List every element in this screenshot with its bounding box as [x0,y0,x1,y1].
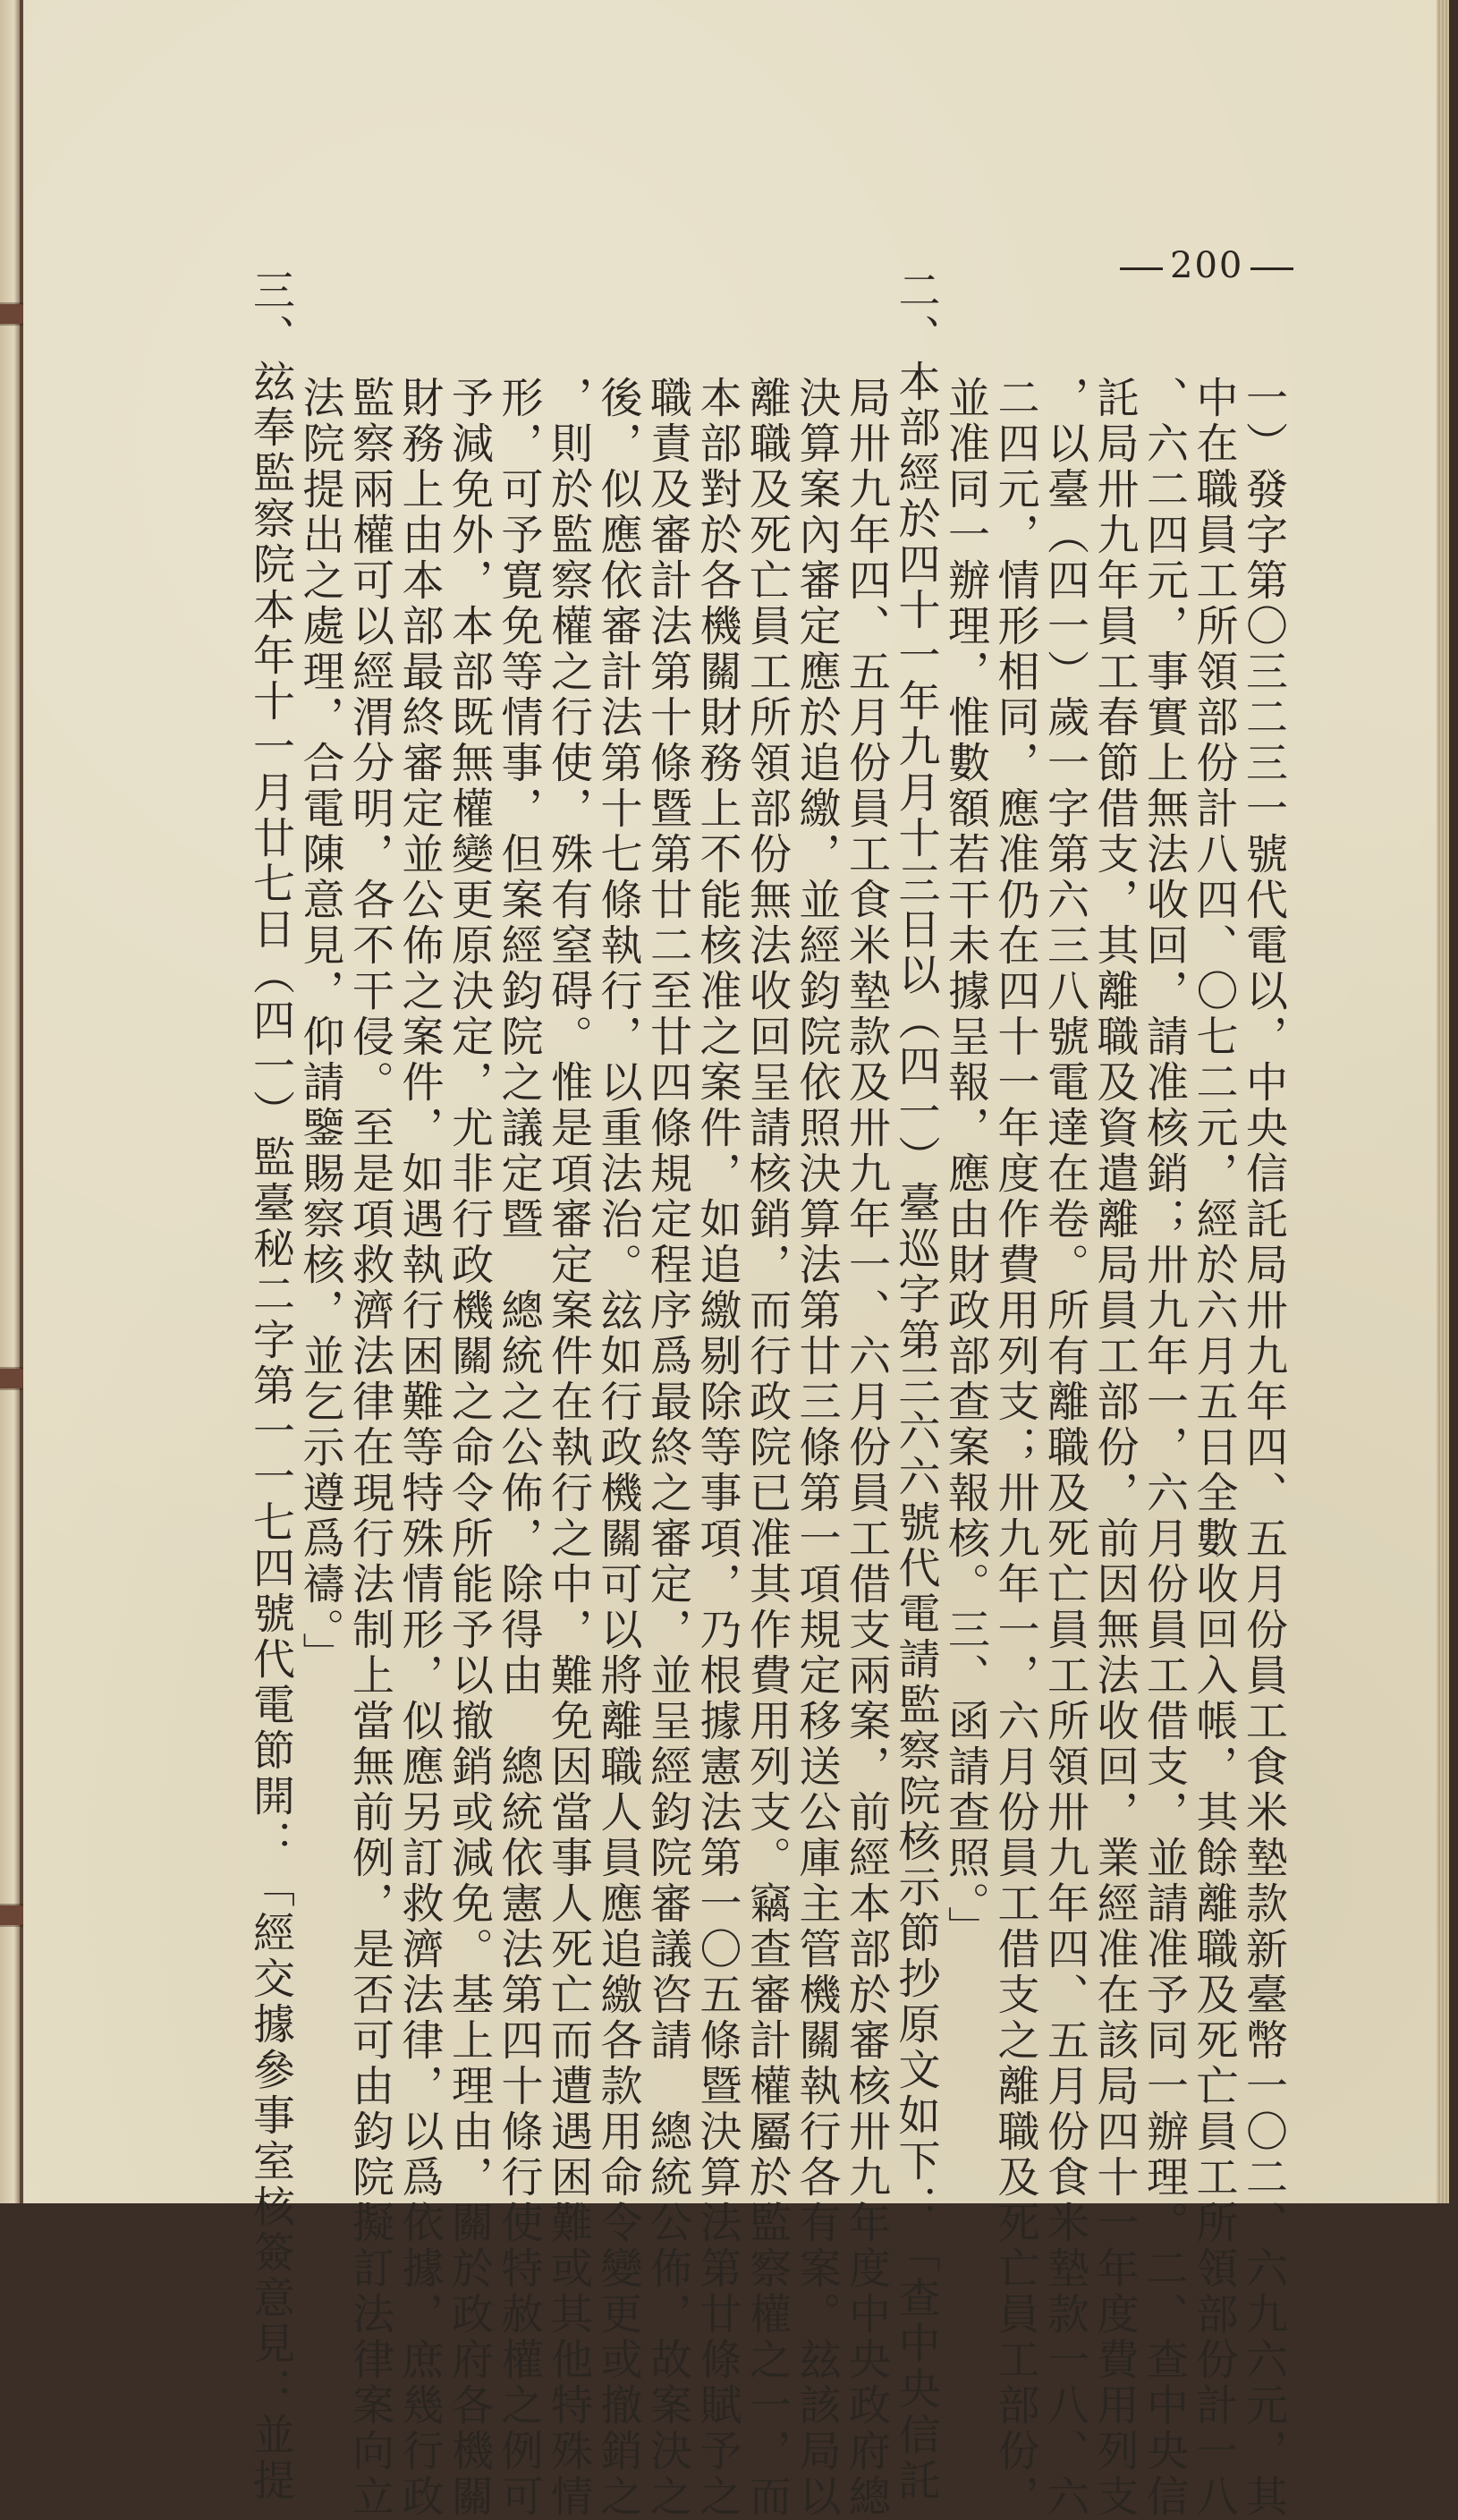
text-column: 、六二四元，事實上無法收回，請准核銷；卅九年一，六月份員工借支，並請准予同一辦理。二、查中央信 [1140,376,1189,2520]
text-column: ，以臺（四一）歲一字第六三八號電達在卷。所有離職及死亡員工所領卅九年四、五月份食米墊款一八、六 [1040,376,1089,2520]
text-column: 託局卅九年員工春節借支，其離職及資遣離局員工部份，前因無法收回，業經准在該局四十一年度費用列支 [1089,376,1140,2520]
text-column: 後，似應依審計法第十七條執行，以重法治。玆如行政機關可以將離職人員應追繳各款用命令變更或撤銷之 [593,376,643,2520]
section-heading-column: 三、玆奉監察院本年十一月廿七日（四一）監臺秘二字第一一七四號代電節開：「經交據參事室核簽意見：並提 [246,268,295,2504]
text-column: 本部對於各機關財務上不能核准之案件，如追繳剔除等事項，乃根據憲法第一〇五條暨決算法第廿條賦予之 [692,376,742,2520]
text-column: ，則於監察權之行使，殊有窒碍。惟是項審定案件在執行之中，難免因當事人死亡而遭遇困難或其他特殊情 [544,376,593,2520]
section-heading-column: 二、本部經於四十一年九月十三日以（四一）臺巡字第三六六號代電請監察院核示節抄原文如下：「查中央信託 [891,268,941,2504]
folio-dash-right [1250,267,1293,270]
text-column: 一）發字第〇三二三一號代電以，中央信託局卅九年四、五月份員工食米墊款新臺幣一〇二、六九六元，其 [1239,376,1288,2520]
text-column: 監察兩權可以經渭分明，各不干侵。至是項救濟法律在現行法制上當無前例，是否可由鈞院擬訂法律案向立 [345,376,394,2520]
text-column: 局卅九年四、五月份員工食米墊款及卅九年一、六月份員工借支兩案，前經本部於審核卅九年度中央政府總 [842,376,891,2520]
folio-dash-left [1120,267,1163,270]
page-number [1113,245,1301,286]
text-column: 並准同一辦理，惟數額若干未據呈報，應由財政部查案報核。三、函請查照。」 [941,376,990,1952]
text-column: 法院提出之處理，合電陳意見，仰請鑒賜察核，並乞示遵爲禱。」 [295,376,345,1678]
text-column: 予減免外，本部既無權變更原決定，尤非行政機關之命令所能予以撤銷或減免。基上理由，關於政府各機關 [445,376,494,2520]
text-column: 中在職員工所領部份計八四、〇七二元，經於六月五日全數收回入帳，其餘離職及死亡員工所領部份計一八 [1189,376,1239,2520]
text-column: 離職及死亡員工所領部份無法收回呈請核銷，而行政院已准其作費用列支。竊查審計權屬於監察權之一，而 [742,376,792,2520]
page-edge [1437,0,1449,2203]
text-column: 財務上由本部最終審定並公佈之案件，如遇執行困難等特殊情形，似應另訂救濟法律，以爲依據，庶幾行政 [394,376,445,2520]
text-column: 決算案內審定應於追繳，並經鈞院依照決算法第廿三條第一項規定移送公庫主管機關執行各有案。玆該局以 [792,376,842,2520]
text-column: 形，可予寛免等情事，但案經鈞院之議定暨 總統之公佈，除得由 總統依憲法第四十條行使特赦權之例可 [494,376,544,2520]
text-column: 職責及審計法第十條暨第廿二至廿四條規定程序爲最終之審定，並呈經鈞院審議咨請 總統公佈，故案決之 [643,376,692,2520]
vertical-text-body [246,268,1289,2520]
text-column: 二四元，情形相同，應准仍在四十一年度作費用列支；卅九年一，六月份員工借支之離職及死亡員工部份， [990,376,1040,2520]
page-number-text: 200 [1170,245,1244,286]
